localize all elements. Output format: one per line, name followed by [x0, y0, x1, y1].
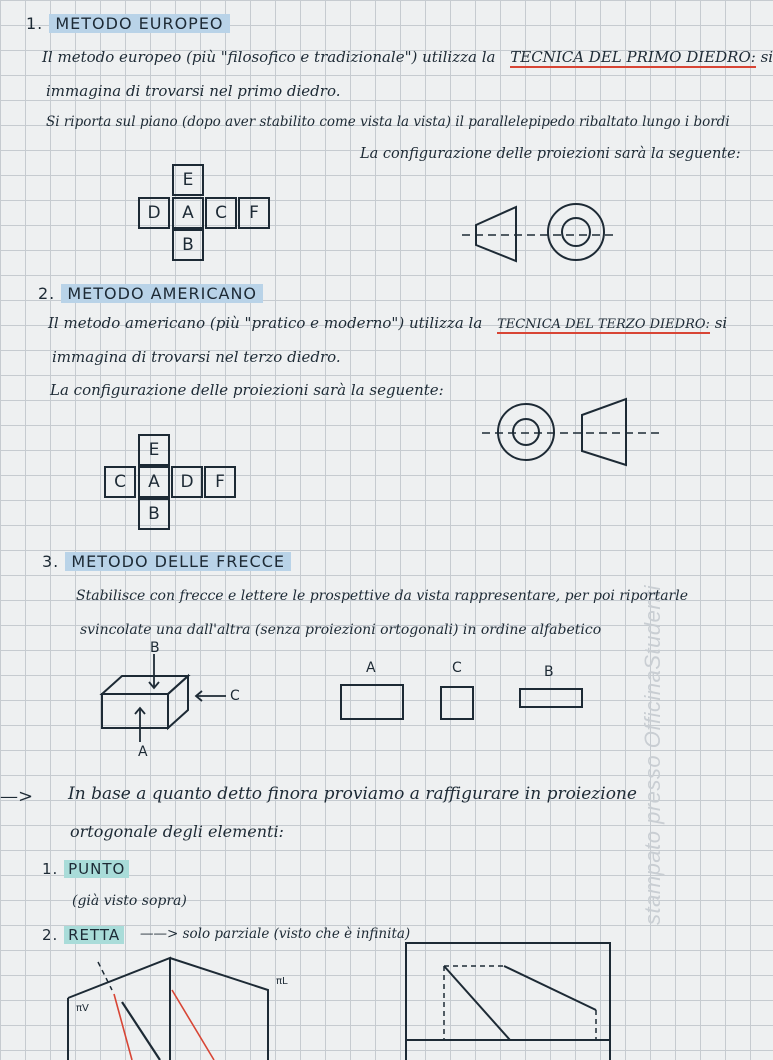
- s1-projection-drawing: [458, 195, 618, 275]
- s1-face-c: C: [205, 197, 237, 229]
- s2-line-1-c: si: [714, 314, 728, 332]
- s2-projection-drawing: [478, 395, 668, 475]
- s1-face-d: D: [138, 197, 170, 229]
- s2-face-d: D: [171, 466, 203, 498]
- s3-view-c: [440, 686, 474, 720]
- point-title: PUNTO: [64, 860, 129, 878]
- s2-line-1: [48, 314, 727, 332]
- line-title: RETTA: [64, 926, 124, 944]
- line-orthogonal-drawing: [404, 940, 614, 1060]
- s2-face-b: B: [138, 498, 170, 530]
- s1-face-b: B: [172, 229, 204, 261]
- s3-line-1: Stabilisce con frecce e lettere le prospettive da vista rappresentare, per poi riportarle: [76, 588, 689, 604]
- s1-line-1-underlined: TECNICA DEL PRIMO DIEDRO:: [510, 48, 756, 66]
- s1-line-1: [42, 48, 773, 66]
- s3-view-a: [340, 684, 404, 720]
- section-1-heading: [26, 14, 230, 33]
- s3-box-arrows-drawing: [96, 650, 256, 760]
- s2-face-c: C: [104, 466, 136, 498]
- s3-arrow-label-top: B: [150, 640, 160, 656]
- s2-line-3: La configurazione delle proiezioni sarà la seguente:: [50, 381, 444, 399]
- s1-line-3: Si riporta sul piano (dopo aver stabilito come vista la vista) il parallelepipedo ribaltato lungo i bordi: [46, 114, 730, 130]
- s3-arrow-label-side: C: [230, 688, 240, 704]
- section-1-number: 1.: [26, 14, 44, 33]
- line-heading: [42, 926, 124, 944]
- s3-view-a-label: A: [366, 660, 376, 676]
- s1-line-2: immagina di trovarsi nel primo diedro.: [46, 82, 341, 100]
- section-2-heading: [38, 284, 263, 303]
- s1-line-1-a: Il metodo europeo (più "filosofico e tradizionale") utilizza la: [42, 48, 496, 66]
- s2-face-e: E: [138, 434, 170, 466]
- section-3-number: 3.: [42, 552, 60, 571]
- s2-line-2: immagina di trovarsi nel terzo diedro.: [52, 348, 341, 366]
- point-heading: [42, 860, 129, 878]
- intro-arrow: —>: [0, 786, 34, 807]
- line-plane-l-label: πL: [276, 976, 288, 987]
- s1-face-a: A: [172, 197, 204, 229]
- intro-line-1: In base a quanto detto finora proviamo a raffigurare in proiezione: [68, 784, 637, 804]
- section-1-title: METODO EUROPEO: [49, 14, 229, 33]
- point-number: 1.: [42, 860, 59, 878]
- watermark: stampato presso OfficinaStudenti: [640, 584, 665, 925]
- section-3-heading: [42, 552, 291, 571]
- point-note: (già visto sopra): [72, 893, 187, 909]
- line-number: 2.: [42, 926, 59, 944]
- s1-face-e: E: [172, 164, 204, 196]
- s1-line-1-c: si: [760, 48, 773, 66]
- line-3d-planes-drawing: [60, 950, 300, 1060]
- line-plane-v-label: πV: [76, 1003, 89, 1014]
- section-3-title: METODO DELLE FRECCE: [65, 552, 291, 571]
- intro-line-2: ortogonale degli elementi:: [70, 822, 284, 841]
- s2-face-f: F: [204, 466, 236, 498]
- line-note: ——> solo parziale (visto che è infinita): [140, 926, 411, 942]
- s3-view-c-label: C: [452, 660, 462, 676]
- s3-line-2: svincolate una dall'altra (senza proiezioni ortogonali) in ordine alfabetico: [80, 622, 602, 638]
- s3-view-b-label: B: [544, 664, 554, 680]
- s1-line-4: La configurazione delle proiezioni sarà la seguente:: [360, 146, 741, 162]
- s3-view-b: [519, 688, 583, 708]
- s2-line-1-underlined: TECNICA DEL TERZO DIEDRO:: [497, 317, 710, 332]
- section-2-number: 2.: [38, 284, 56, 303]
- section-2-title: METODO AMERICANO: [61, 284, 263, 303]
- s3-arrow-label-front: A: [138, 744, 148, 760]
- s2-face-a: A: [138, 466, 170, 498]
- s1-face-f: F: [238, 197, 270, 229]
- s2-line-1-a: Il metodo americano (più "pratico e moderno") utilizza la: [48, 314, 483, 332]
